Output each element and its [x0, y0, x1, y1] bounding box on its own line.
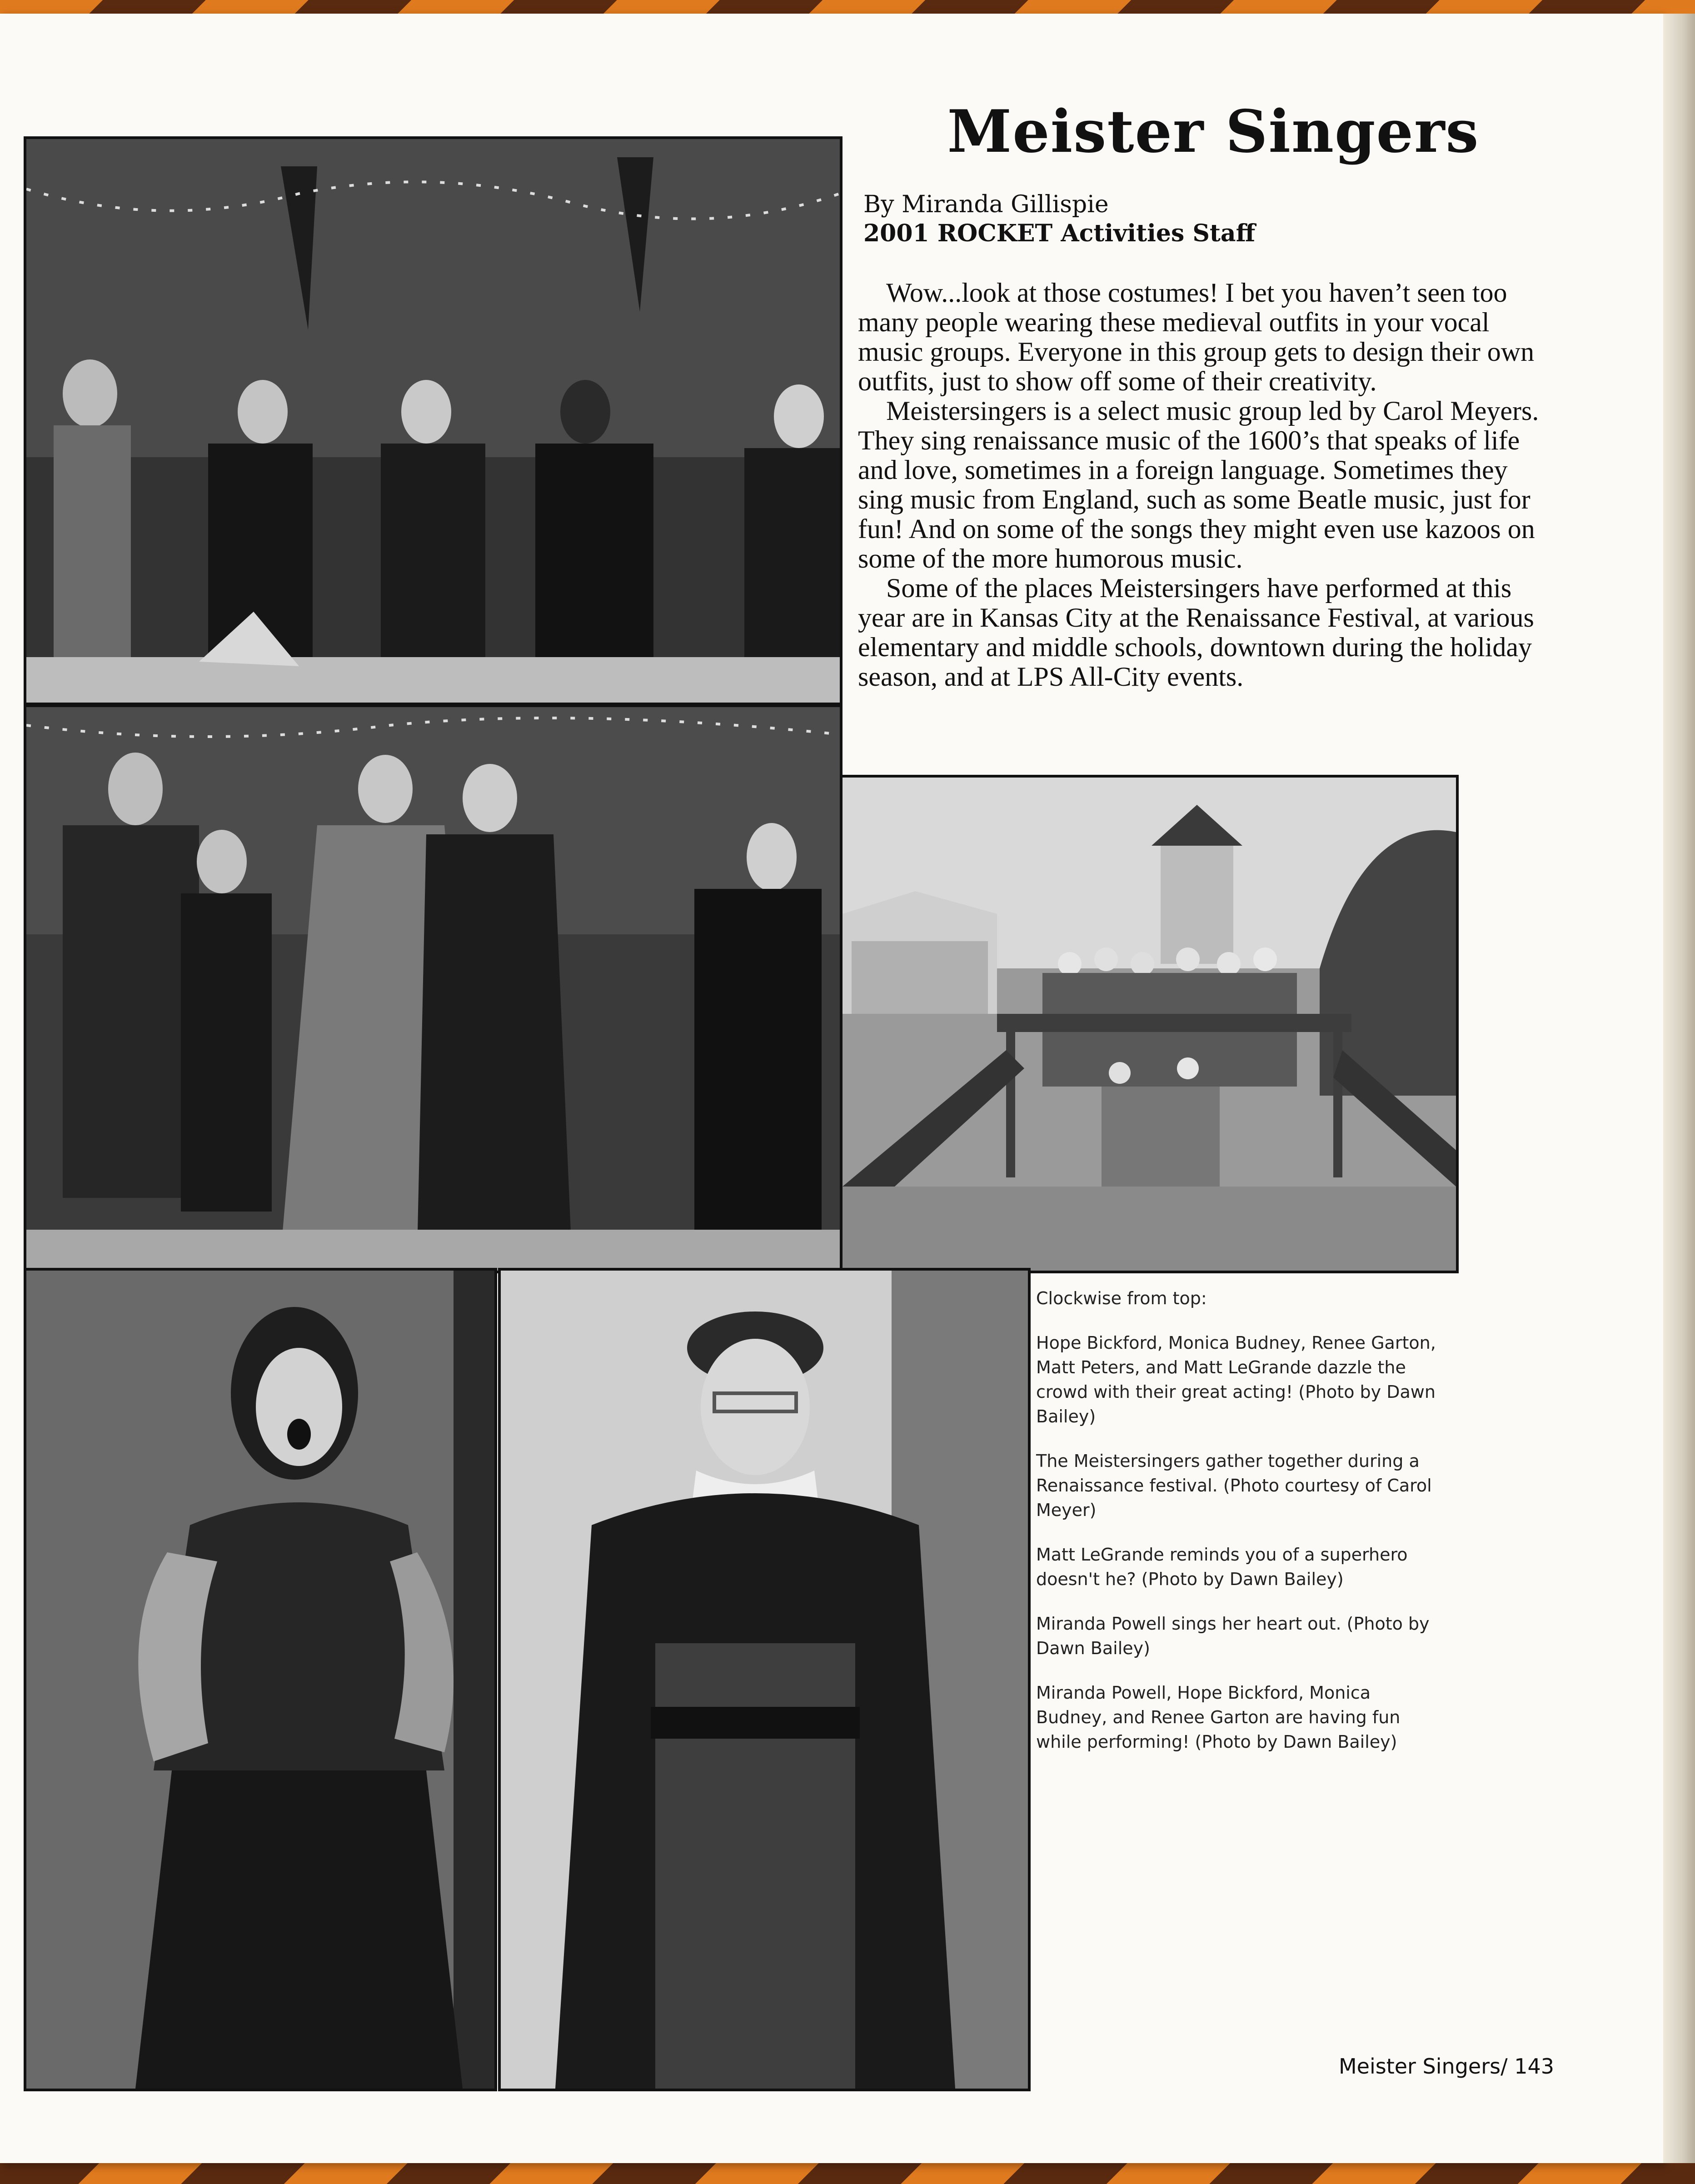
photo-superhero: [498, 1268, 1031, 2091]
caption-item: Miranda Powell sings her heart out. (Photo by Dawn Bailey): [1036, 1614, 1430, 1658]
photo-captions: [1036, 1286, 1445, 1774]
photo-stage-acting-image: [26, 707, 840, 1271]
caption-item: Matt LeGrande reminds you of a superhero doesn't he? (Photo by Dawn Bailey): [1036, 1545, 1408, 1589]
captions-heading: Clockwise from top:: [1036, 1288, 1207, 1308]
photo-singer-solo-image: [26, 1271, 494, 2089]
page-folio: Meister Singers/ 143: [1338, 2054, 1554, 2079]
photo-stage-lineup: [24, 136, 843, 705]
caption-item: Miranda Powell, Hope Bickford, Monica Budney, and Renee Garton are having fun while performing! (Photo by Dawn Bailey): [1036, 1683, 1401, 1752]
byline-staff: 2001 ROCKET Activities Staff: [863, 219, 1256, 247]
photo-superhero-image: [501, 1271, 1028, 2089]
article-paragraph: Some of the places Meistersingers have performed at this year are in Kansas City at the Renaissance Festival, at various elementary and middle schools, downtown during the holiday season, and at LPS All-City events.: [858, 573, 1534, 692]
article-title: Meister Singers: [947, 98, 1480, 166]
photo-stage-acting: [24, 704, 843, 1273]
article-paragraph: Meistersingers is a select music group led by Carol Meyers. They sing renaissance music of the 1600’s that speaks of life and love, sometimes in a foreign language. Sometimes they sing music from England, such as some Beatle music, just for fun! And on some of the songs they might even use kazoos on some of the more humorous music.: [858, 396, 1539, 573]
photo-festival-group: [840, 775, 1459, 1273]
byline-author: By Miranda Gillispie: [863, 191, 1109, 218]
article-paragraph: Wow...look at those costumes! I bet you haven’t seen too many people wearing these medieval outfits in your vocal music groups. Everyone in this group gets to design their own outfits, just to show off some of their creativity.: [858, 278, 1535, 396]
photo-festival-group-image: [843, 778, 1456, 1271]
article-body: [858, 278, 1549, 692]
photo-stage-lineup-image: [26, 139, 840, 703]
caption-item: The Meistersingers gather together during a Renaissance festival. (Photo courtesy of Carol Meyer): [1036, 1451, 1432, 1520]
caption-item: Hope Bickford, Monica Budney, Renee Garton, Matt Peters, and Matt LeGrande dazzle the crowd with their great acting! (Photo by Dawn Bailey): [1036, 1333, 1436, 1426]
photo-singer-solo: [24, 1268, 497, 2091]
byline: [863, 190, 1545, 248]
page-edge: [1663, 14, 1695, 2163]
